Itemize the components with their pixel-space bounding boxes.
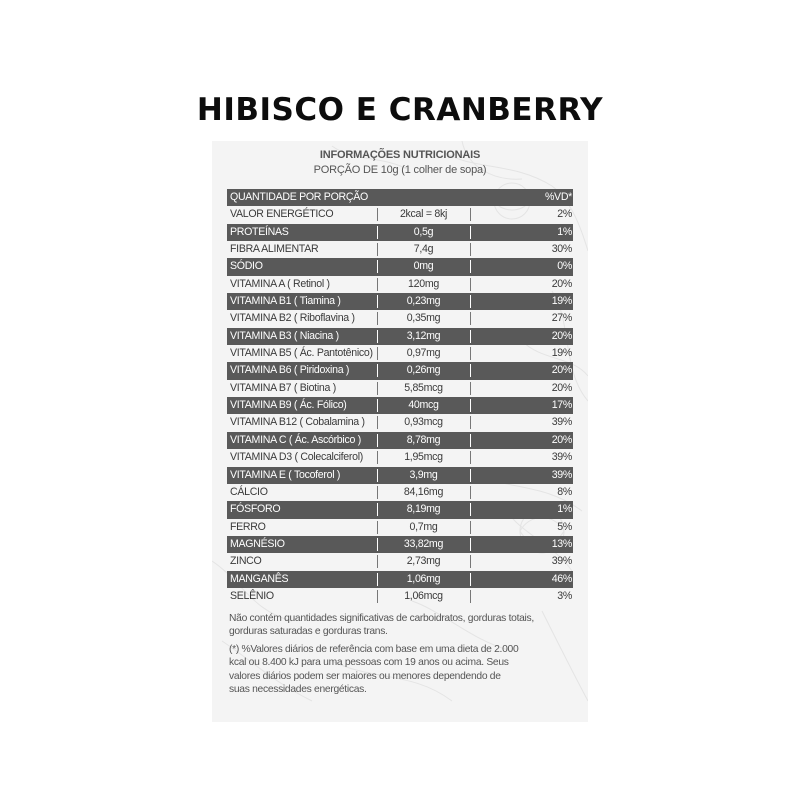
nutrient-name: FÓSFORO xyxy=(230,503,281,516)
column-divider xyxy=(470,399,471,412)
nutrient-name: VALOR ENERGÉTICO xyxy=(230,208,334,221)
column-divider xyxy=(470,538,471,551)
nutrient-name: VITAMINA C ( Ác. Ascórbico ) xyxy=(230,433,361,446)
nutrient-daily-value: 20% xyxy=(551,433,572,446)
nutrient-daily-value: 2% xyxy=(557,208,572,221)
nutrient-name: VITAMINA B6 ( Piridoxina ) xyxy=(230,364,350,377)
nutrient-quantity: 8,78mg xyxy=(406,433,441,446)
footnote-line: valores diários podem ser maiores ou menores dependendo de xyxy=(229,670,501,682)
nutrient-daily-value: 1% xyxy=(557,225,572,238)
nutrient-quantity: 0,23mg xyxy=(406,295,441,308)
portion-size: PORÇÃO DE 10g (1 colher de sopa) xyxy=(313,164,487,176)
nutrient-quantity: 40mcg xyxy=(408,399,439,412)
nutrient-name: VITAMINA B7 ( Biotina ) xyxy=(230,381,336,394)
nutrient-name: PROTEÍNAS xyxy=(230,225,289,238)
nutrient-quantity: 2kcal = 8kj xyxy=(399,208,448,221)
nutrient-name: VITAMINA A ( Retinol ) xyxy=(230,277,330,290)
nutrient-quantity: 0,97mg xyxy=(406,347,441,360)
label-title: INFORMAÇÕES NUTRICIONAIS xyxy=(319,149,481,161)
nutrient-quantity: 3,12mg xyxy=(406,329,441,342)
nutrient-name: VITAMINA B3 ( Niacina ) xyxy=(230,329,339,342)
nutrient-name: VITAMINA B9 ( Ác. Fólico) xyxy=(230,399,347,412)
table-row xyxy=(227,536,573,553)
column-divider xyxy=(470,295,471,308)
column-divider xyxy=(470,451,471,464)
nutrient-name: VITAMINA B1 ( Tiamina ) xyxy=(230,295,341,308)
column-divider xyxy=(470,469,471,482)
nutrient-quantity: 33,82mg xyxy=(403,537,444,550)
nutrient-daily-value: 20% xyxy=(551,277,572,290)
column-divider xyxy=(470,312,471,325)
nutrient-daily-value: 39% xyxy=(551,468,572,481)
column-divider xyxy=(470,590,471,603)
nutrient-daily-value: 46% xyxy=(551,572,572,585)
nutrient-daily-value: 20% xyxy=(551,329,572,342)
column-divider xyxy=(470,573,471,586)
nutrient-quantity: 0,7mg xyxy=(409,520,438,533)
table-row xyxy=(227,224,573,241)
nutrient-quantity: 1,06mcg xyxy=(404,589,443,602)
nutrient-name: MAGNÉSIO xyxy=(230,537,285,550)
nutrient-name: VITAMINA E ( Tocoferol ) xyxy=(230,468,341,481)
nutrient-quantity: 1,06mg xyxy=(406,572,441,585)
footnote-daily-values xyxy=(229,643,574,697)
footnote-line: suas necessidades energéticas. xyxy=(229,684,367,696)
nutrient-daily-value: 17% xyxy=(551,399,572,412)
nutrient-daily-value: 27% xyxy=(551,312,572,325)
nutrient-quantity: 0,26mg xyxy=(406,364,441,377)
nutrient-quantity: 7,4g xyxy=(413,243,434,256)
product-title: HIBISCO E CRANBERRY xyxy=(196,92,604,128)
column-divider xyxy=(470,434,471,447)
column-divider xyxy=(470,226,471,239)
table-row xyxy=(227,588,573,605)
nutrition-facts-panel xyxy=(212,141,588,722)
table-row xyxy=(227,345,573,362)
nutrient-daily-value: 39% xyxy=(551,451,572,464)
nutrient-quantity: 84,16mg xyxy=(403,485,444,498)
nutrient-name: SELÊNIO xyxy=(230,589,274,602)
nutrient-daily-value: 13% xyxy=(551,537,572,550)
nutrient-daily-value: 3% xyxy=(557,589,572,602)
table-row xyxy=(227,484,573,501)
nutrient-daily-value: 19% xyxy=(551,347,572,360)
nutrient-name: SÓDIO xyxy=(230,260,263,273)
nutrient-name: VITAMINA B5 ( Ác. Pantotênico) xyxy=(230,347,373,360)
nutrient-quantity: 0mg xyxy=(413,260,434,273)
table-row xyxy=(227,432,573,449)
nutrient-daily-value: 0% xyxy=(557,260,572,273)
table-row xyxy=(227,293,573,310)
column-divider xyxy=(470,208,471,221)
nutrient-name: VITAMINA B12 ( Cobalamina ) xyxy=(230,416,365,429)
table-row xyxy=(227,328,573,345)
table-row xyxy=(227,553,573,570)
table-row xyxy=(227,414,573,431)
table-row xyxy=(227,241,573,258)
column-divider xyxy=(470,243,471,256)
table-row xyxy=(227,206,573,223)
header-vd: %VD* xyxy=(544,191,572,203)
column-divider xyxy=(470,260,471,273)
nutrient-name: VITAMINA D3 ( Colecalciferol) xyxy=(230,451,363,464)
table-row xyxy=(227,258,573,275)
column-divider xyxy=(470,503,471,516)
nutrient-daily-value: 1% xyxy=(557,503,572,516)
header-name: QUANTIDADE POR PORÇÃO xyxy=(230,191,368,203)
nutrient-name: MANGANÊS xyxy=(230,572,289,585)
nutrition-facts-content xyxy=(212,149,588,176)
footnote-line: Não contém quantidades significativas de carboidratos, gorduras totais, xyxy=(229,613,534,624)
column-divider xyxy=(470,555,471,568)
nutrient-daily-value: 5% xyxy=(557,520,572,533)
column-divider xyxy=(470,278,471,291)
nutrient-daily-value: 39% xyxy=(551,416,572,429)
column-divider xyxy=(470,330,471,343)
nutrient-daily-value: 20% xyxy=(551,364,572,377)
footnote-not-significant xyxy=(229,612,574,639)
nutrient-quantity: 0,5g xyxy=(413,225,434,238)
nutrient-quantity: 5,85mcg xyxy=(404,381,443,394)
nutrition-table xyxy=(227,189,573,605)
nutrient-daily-value: 8% xyxy=(557,485,572,498)
nutrient-quantity: 3,9mg xyxy=(409,468,438,481)
column-divider xyxy=(470,521,471,534)
nutrient-quantity: 120mg xyxy=(408,277,439,290)
nutrient-name: FIBRA ALIMENTAR xyxy=(230,243,319,256)
nutrient-quantity: 2,73mg xyxy=(406,555,441,568)
column-divider xyxy=(470,382,471,395)
column-divider xyxy=(470,416,471,429)
table-row xyxy=(227,276,573,293)
footnote-line: gorduras saturadas e gorduras trans. xyxy=(229,626,388,638)
table-row xyxy=(227,310,573,327)
nutrient-quantity: 8,19mg xyxy=(406,503,441,516)
column-divider xyxy=(470,364,471,377)
table-row xyxy=(227,380,573,397)
table-row xyxy=(227,397,573,414)
nutrient-quantity: 1,95mcg xyxy=(404,451,443,464)
nutrient-name: CÁLCIO xyxy=(230,485,268,498)
table-row xyxy=(227,449,573,466)
nutrient-name: VITAMINA B2 ( Riboflavina ) xyxy=(230,312,355,325)
table-body xyxy=(227,206,573,605)
nutrient-quantity: 0,35mg xyxy=(406,312,441,325)
table-header-row xyxy=(227,189,573,206)
nutrient-daily-value: 39% xyxy=(551,555,572,568)
nutrient-name: ZINCO xyxy=(230,555,262,568)
footnote-line: kcal ou 8.400 kJ para uma pessoas com 19 anos ou acima. Seus xyxy=(229,657,509,669)
table-row xyxy=(227,467,573,484)
column-divider xyxy=(470,486,471,499)
nutrient-daily-value: 20% xyxy=(551,381,572,394)
footnote-line: (*) %Valores diários de referência com base em uma dieta de 2.000 xyxy=(229,644,519,655)
nutrient-quantity: 0,93mcg xyxy=(404,416,443,429)
column-divider xyxy=(470,347,471,360)
table-row xyxy=(227,362,573,379)
table-row xyxy=(227,501,573,518)
table-row xyxy=(227,571,573,588)
table-row xyxy=(227,519,573,536)
nutrient-daily-value: 30% xyxy=(551,243,572,256)
nutrient-name: FERRO xyxy=(230,520,266,533)
nutrient-daily-value: 19% xyxy=(551,295,572,308)
